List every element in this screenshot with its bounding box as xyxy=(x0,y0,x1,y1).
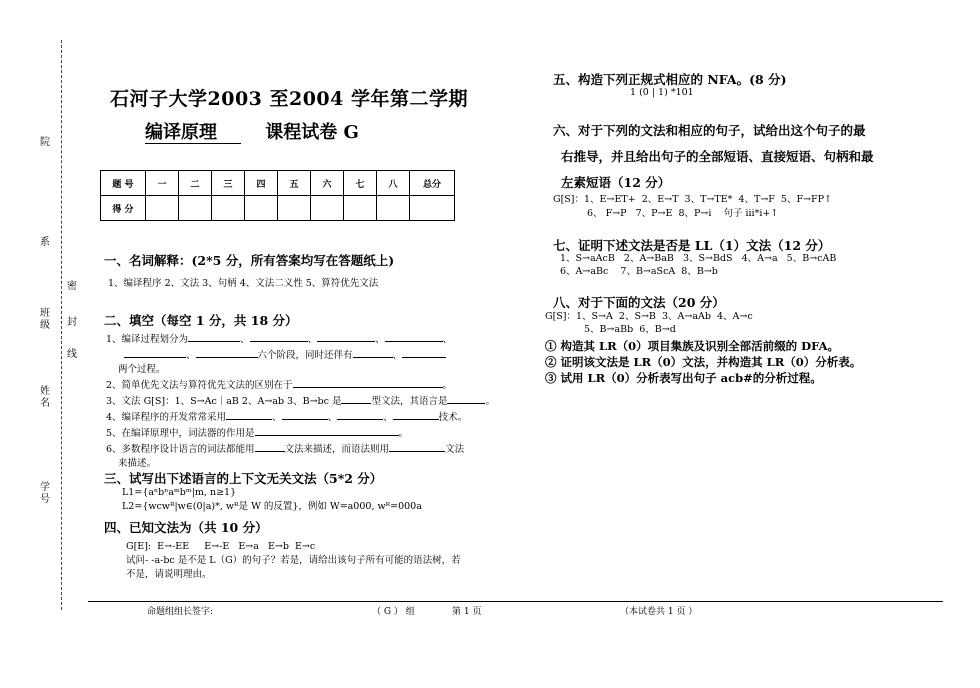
binding-line xyxy=(61,40,62,610)
section-7-l2: 6、A→aBc 7、B→aScA 8、B→b xyxy=(560,266,718,277)
section-4-l3: 不是，请说明理由。 xyxy=(126,569,212,580)
label-feng: 封 xyxy=(67,317,77,328)
section-8-q3: ③ 试用 LR（0）分析表写出句子 acb#的分析过程。 xyxy=(545,371,822,385)
section-6-title-1: 六、对于下列的文法和相应的句子，试给出这个句子的最 xyxy=(553,123,866,138)
score-cell xyxy=(245,196,278,221)
section-6-title-3: 左素短语（12 分） xyxy=(561,175,671,190)
score-cell xyxy=(278,196,311,221)
section-8-l2: 5、B→aBb 6、B→d xyxy=(584,324,676,335)
score-header-cell: 五 xyxy=(278,171,311,196)
score-cell xyxy=(410,196,455,221)
section-6-l1: G[S]：1、E→ET+ 2、E→T 3、T→TE* 4、T→F 5、F→FP↑ xyxy=(553,194,832,205)
section-8-q2: ② 证明该文法是 LR（0）文法，并构造其 LR（0）分析表。 xyxy=(545,355,862,369)
label-xian: 线 xyxy=(67,349,77,360)
section-4-l2: 试问- -a-bc 是不是 L（G）的句子？若是，请给出该句子所有可能的语法树，若 xyxy=(126,555,461,566)
footer-group: （ G ） 组 xyxy=(372,607,415,617)
section-4-l1: G[E]: E→-EE E→-E E→a E→b E→c xyxy=(126,541,316,552)
footer-signer: 命题组组长签字: xyxy=(147,607,214,617)
label-mi: 密 xyxy=(67,281,77,292)
course-name: 编译原理 xyxy=(145,122,241,144)
section-5-l1: 1 (0 | 1) *101 xyxy=(630,87,694,98)
section-6-l2: 6、 F→P 7、P→E 8、P→i 句子 iii*i+↑ xyxy=(587,208,779,219)
section-8-l1: G[S]：1、S→A 2、S→B 3、A→aAb 4、A→c xyxy=(545,311,753,322)
score-header-cell: 三 xyxy=(212,171,245,196)
section-3-l2: L2={wcwᴿ|w∈(0|a)*, wᴿ是 W 的反置}，例如 W=a000, wᴿ=000a xyxy=(122,501,422,512)
score-header-cell: 六 xyxy=(311,171,344,196)
score-cell xyxy=(212,196,245,221)
exam-name: 课程试卷 G xyxy=(265,122,359,143)
section-1-items: 1、编译程序 2、文法 3、句柄 4、文法二义性 5、算符优先文法 xyxy=(108,278,379,289)
label-xi: 系 xyxy=(40,237,50,248)
label-banji: 班 级 xyxy=(40,308,50,331)
score-table xyxy=(100,170,455,221)
section-8-q1: ① 构造其 LR（0）项目集族及识别全部活前缀的 DFA。 xyxy=(545,339,840,353)
score-cell xyxy=(179,196,212,221)
section-4-title: 四、已知文法为（共 10 分） xyxy=(104,520,268,535)
section-8-title: 八、对于下面的文法（20 分） xyxy=(553,295,725,310)
score-cell xyxy=(146,196,179,221)
score-header-cell: 二 xyxy=(179,171,212,196)
score-cell xyxy=(311,196,344,221)
label-xuehao: 学 号 xyxy=(40,482,50,505)
score-cell xyxy=(377,196,410,221)
label-xingming: 姓 名 xyxy=(40,386,50,409)
score-header-cell: 四 xyxy=(245,171,278,196)
score-header-cell: 一 xyxy=(146,171,179,196)
exam-title: 石河子大学2003 至2004 学年第二学期 xyxy=(110,88,468,110)
score-header-cell: 总分 xyxy=(410,171,455,196)
exam-subtitle xyxy=(145,118,359,144)
section-1-title: 一、名词解释：(2*5 分，所有答案均写在答题纸上) xyxy=(104,253,395,268)
score-header-cell: 题 号 xyxy=(101,171,146,196)
section-2-body: 1、编译过程划分为 、 、 、 、 、 六个阶段，同时还伴有 、 两个过程。 2、简单优先文法与算符优先文法的区别在于 。 3、文法 G[S]：1、S→Ac｜aB 2、A→ab 3、B→bc 是 型文法，其语言是 。 4、编译程序的开发常常采用 、 、 、 技术。 5、在编译原理中，词法器的作用是 。 6、多数程序设计语言的词法都能用 文法来描述，而语法则用 文法 来描述。 xyxy=(106,331,506,471)
score-header-cell: 八 xyxy=(377,171,410,196)
footer-page: 第 1 页 xyxy=(452,607,482,617)
section-3-title: 三、试写出下述语言的上下文无关文法（5*2 分） xyxy=(104,471,383,486)
score-header-cell: 七 xyxy=(344,171,377,196)
section-7-title: 七、证明下述文法是否是 LL（1）文法（12 分） xyxy=(553,238,831,253)
score-row-label: 得 分 xyxy=(101,196,146,221)
footer-rule xyxy=(88,601,943,602)
section-7-l1: 1、S→aAcB 2、A→BaB 3、S→BdS 4、A→a 5、B→cAB xyxy=(560,253,837,264)
section-6-title-2: 右推导，并且给出句子的全部短语、直接短语、句柄和最 xyxy=(561,149,874,164)
label-yuan: 院 xyxy=(40,137,50,148)
section-3-l1: L1={aⁿbⁿaᵐbᵐ|m, n≥1} xyxy=(122,487,237,498)
footer-total: （本试卷共 1 页 ） xyxy=(620,607,698,617)
score-cell xyxy=(344,196,377,221)
section-5-title: 五、构造下列正规式相应的 NFA。(8 分) xyxy=(553,72,787,87)
section-2-title: 二、填空（每空 1 分，共 18 分） xyxy=(104,313,298,328)
